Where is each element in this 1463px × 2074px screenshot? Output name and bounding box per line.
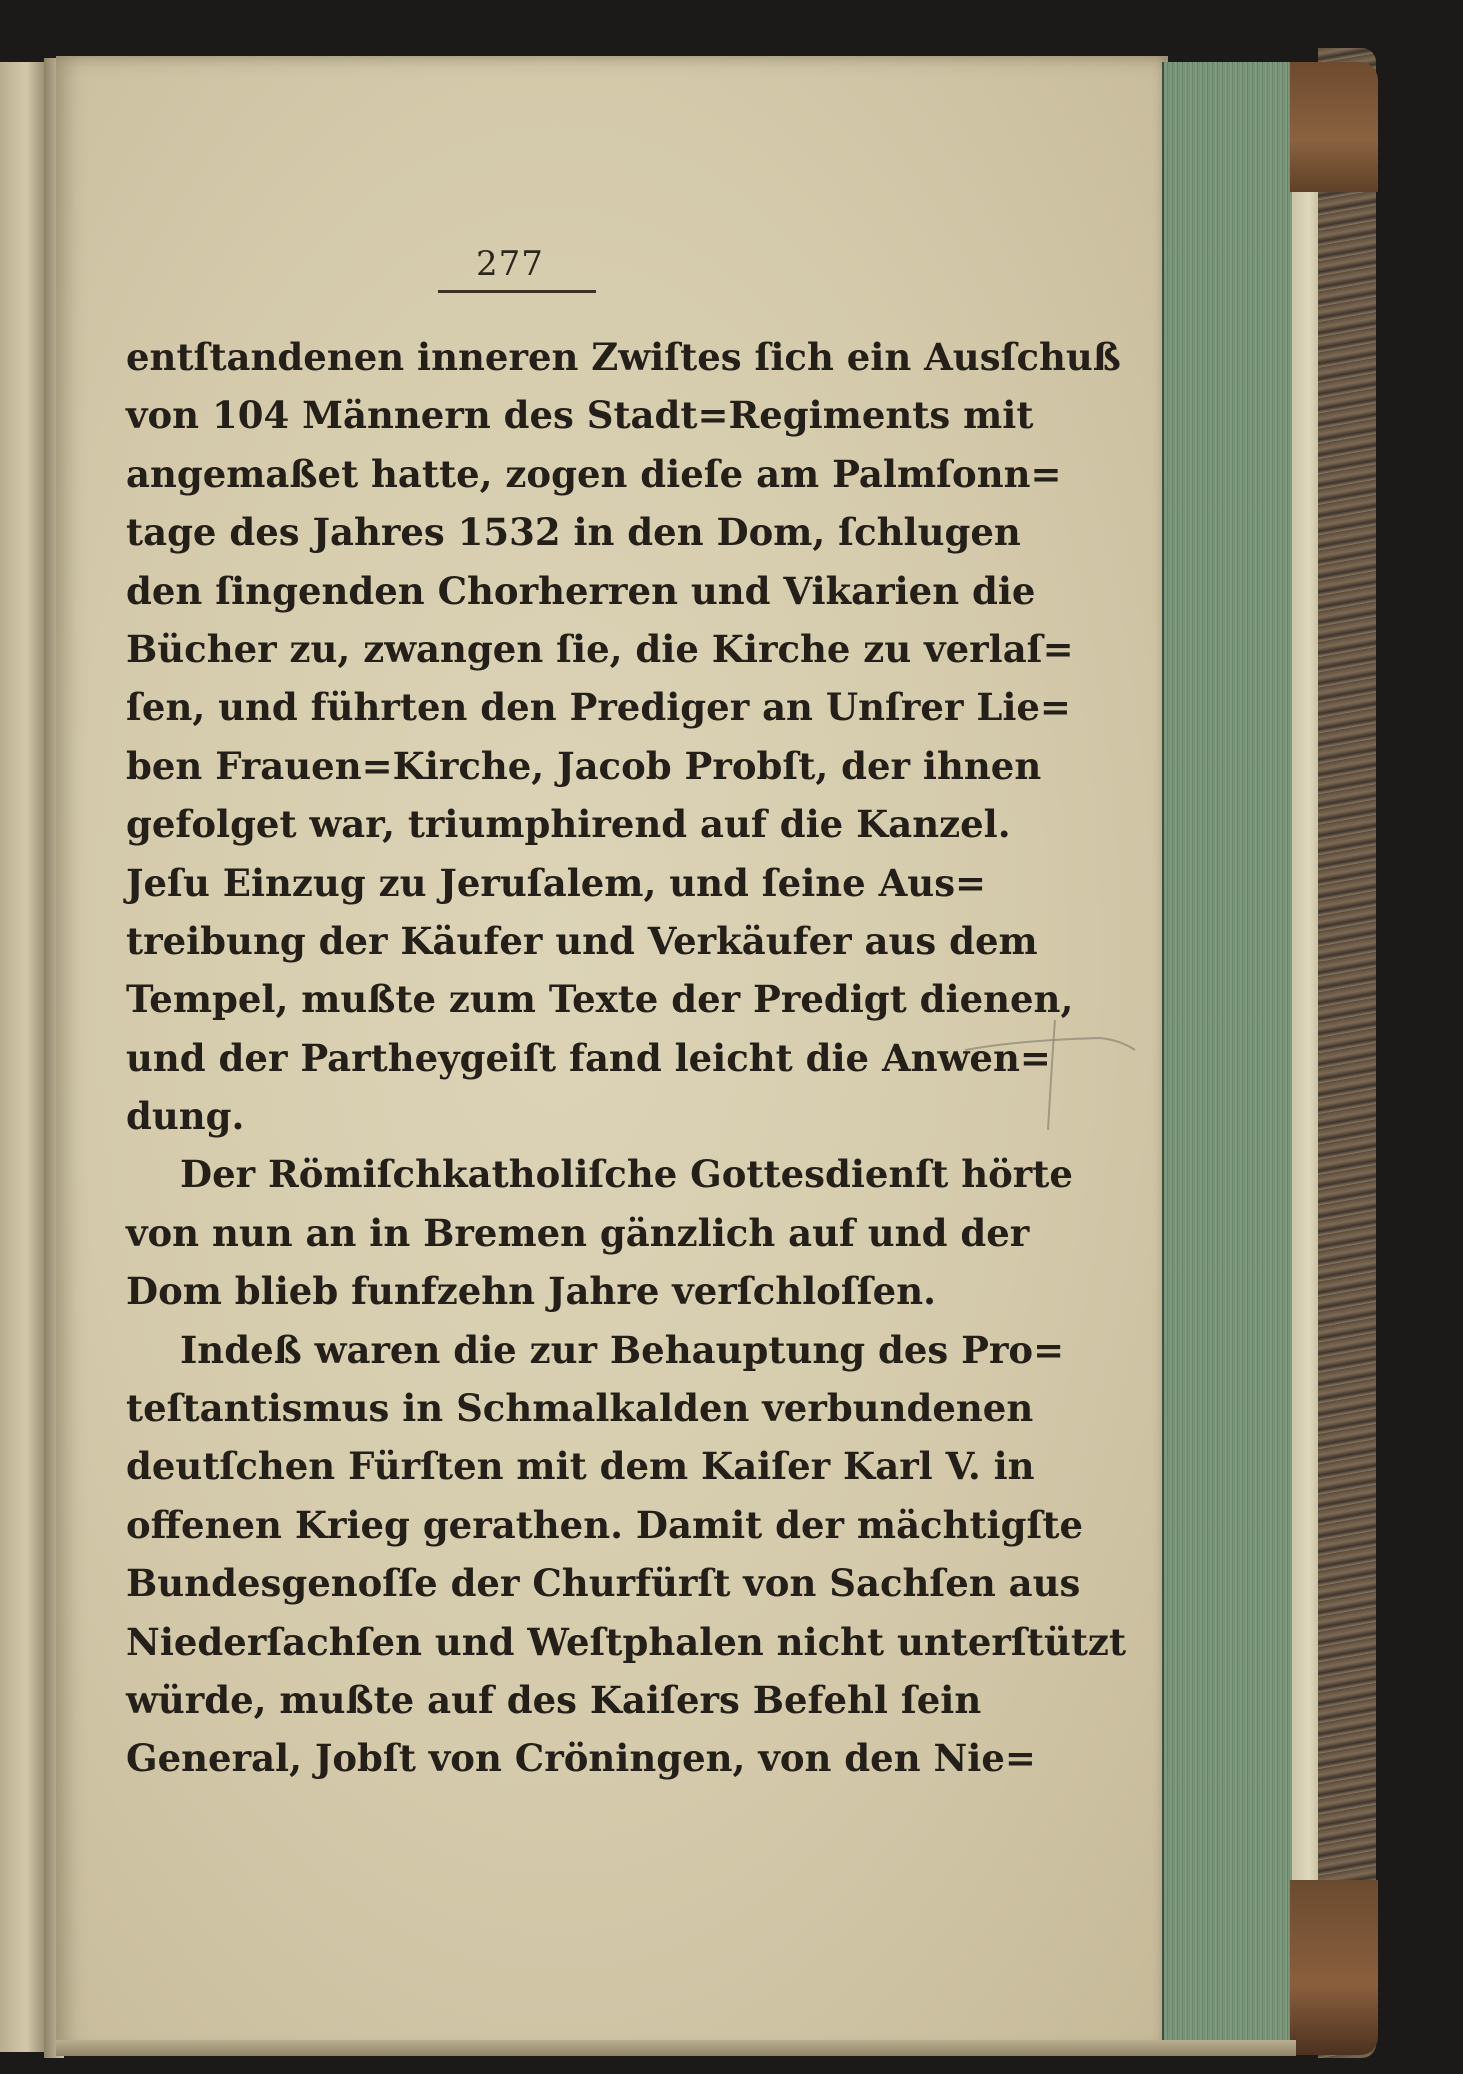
text-line: offenen Krieg gerathen. Damit der mächtigſte xyxy=(126,1502,1084,1547)
page-number: 277 xyxy=(476,244,544,284)
text-line: Tempel, mußte zum Texte der Predigt dienen, xyxy=(126,977,1074,1022)
page-bottom-edge xyxy=(56,2040,1296,2056)
text-line: von 104 Männern des Stadt=Regiments mit xyxy=(126,393,1034,438)
page-body-text xyxy=(126,328,1127,1788)
paragraph-start-line: Indeß waren die zur Behauptung des Pro= xyxy=(180,1327,1065,1372)
text-line: tage des Jahres 1532 in den Dom, ſchlugen xyxy=(126,510,1021,555)
text-line: teſtantismus in Schmalkalden verbundenen xyxy=(126,1386,1034,1431)
text-line: ben Frauen=Kirche, Jacob Probſt, der ihnen xyxy=(126,743,1042,788)
text-line: Jeſu Einzug zu Jeruſalem, und ſeine Aus= xyxy=(126,860,987,905)
text-line: General, Jobſt von Cröningen, von den Nie= xyxy=(126,1736,1036,1781)
cover-corner-top xyxy=(1290,62,1378,192)
text-line: von nun an in Bremen gänzlich auf und der xyxy=(126,1210,1030,1255)
page-block-edges xyxy=(1162,62,1294,2052)
text-line: ſen, und führten den Prediger an Unſrer Lie= xyxy=(126,685,1071,730)
cover-corner-bottom xyxy=(1290,1880,1378,2055)
text-line: würde, mußte auf des Kaiſers Befehl ſein xyxy=(126,1677,982,1722)
text-line: Niederſachſen und Weſtphalen nicht unterſtützt xyxy=(126,1619,1127,1664)
text-line: gefolget war, triumphirend auf die Kanzel. xyxy=(126,802,1011,847)
text-line: deutſchen Fürſten mit dem Kaiſer Karl V. in xyxy=(126,1444,1035,1489)
paragraph-start-line: Der Römiſchkatholiſche Gottesdienſt hörte xyxy=(180,1152,1073,1197)
pencil-mark xyxy=(960,1010,1140,1150)
text-line: entſtandenen inneren Zwiſtes ſich ein Ausſchuß xyxy=(126,335,1121,379)
text-line: den ſingenden Chorherren und Vikarien die xyxy=(126,568,1036,613)
text-line: Bücher zu, zwangen ſie, die Kirche zu verlaſ= xyxy=(126,626,1074,671)
book-cover xyxy=(1318,48,1376,2058)
text-line: und der Partheygeiſt fand leicht die Anwen= xyxy=(126,1035,1051,1080)
header-rule xyxy=(438,290,596,293)
text-line: dung. xyxy=(126,1094,245,1139)
text-line: Bundesgenoſſe der Churfürſt von Sachſen aus xyxy=(126,1561,1081,1606)
text-line: treibung der Käufer und Verkäufer aus dem xyxy=(126,918,1038,963)
text-line: Dom blieb funfzehn Jahre verſchloſſen. xyxy=(126,1269,937,1314)
text-line: angemaßet hatte, zogen dieſe am Palmſonn= xyxy=(126,451,1062,496)
left-page-edge xyxy=(0,62,46,2052)
